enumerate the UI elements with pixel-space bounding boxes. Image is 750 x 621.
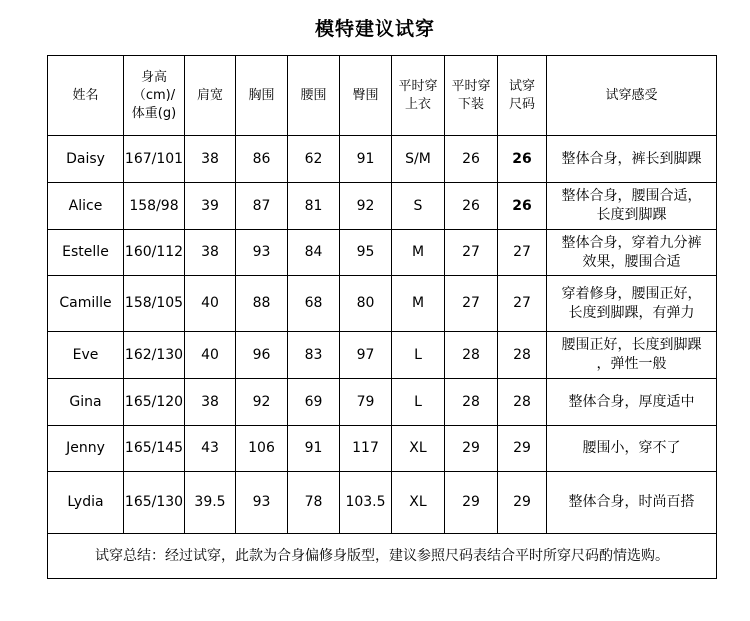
cell-shoulder: 38 [185, 230, 236, 276]
cell-waist: 84 [288, 230, 340, 276]
cell-shoulder: 43 [185, 426, 236, 472]
cell-usual-bottom: 29 [445, 472, 498, 534]
cell-shoulder: 40 [185, 276, 236, 332]
cell-usual-bottom: 27 [445, 230, 498, 276]
feeling-line1: 整体合身，裤长到脚踝 [561, 150, 702, 167]
header-bottom-line1: 平时穿 [451, 78, 491, 94]
header-usual-top [392, 56, 445, 136]
cell-chest: 87 [236, 183, 288, 230]
header-tried-size [498, 56, 547, 136]
cell-hip: 97 [340, 332, 392, 379]
cell-name: Lydia [48, 472, 124, 534]
cell-feeling [547, 332, 717, 379]
header-shoulder: 肩宽 [185, 56, 236, 136]
cell-height-weight: 160/112 [124, 230, 185, 276]
cell-feeling [547, 472, 717, 534]
cell-shoulder: 39 [185, 183, 236, 230]
cell-feeling [547, 230, 717, 276]
cell-usual-top: L [392, 379, 445, 426]
cell-waist: 69 [288, 379, 340, 426]
table-row [48, 379, 717, 426]
feeling-line1: 整体合身，时尚百搭 [568, 494, 695, 510]
feeling-line2: 长度到脚踝 [596, 207, 667, 223]
cell-waist: 91 [288, 426, 340, 472]
feeling-line1: 整体合身，穿着九分裤 [561, 234, 702, 251]
table-row [48, 332, 717, 379]
cell-name: Jenny [48, 426, 124, 472]
cell-feeling [547, 379, 717, 426]
cell-chest: 88 [236, 276, 288, 332]
cell-waist: 68 [288, 276, 340, 332]
cell-shoulder: 39.5 [185, 472, 236, 534]
feeling-line2: 效果，腰围合适 [582, 253, 681, 270]
cell-waist: 81 [288, 183, 340, 230]
cell-height-weight: 165/120 [124, 379, 185, 426]
cell-usual-top: S/M [392, 136, 445, 183]
feeling-line1: 整体合身，厚度适中 [568, 393, 695, 410]
summary-text: 试穿总结：经过试穿，此款为合身偏修身版型，建议参照尺码表结合平时所穿尺码酌情选购。 [48, 534, 717, 579]
header-row [48, 56, 717, 136]
cell-chest: 93 [236, 472, 288, 534]
cell-name: Gina [48, 379, 124, 426]
feeling-line1: 腰围正好，长度到脚踝 [561, 337, 702, 353]
header-waist: 腰围 [288, 56, 340, 136]
header-hw-line2: （cm)/ [132, 87, 176, 103]
cell-tried-size: 26 [498, 136, 547, 183]
cell-usual-top: XL [392, 472, 445, 534]
cell-usual-top: M [392, 276, 445, 332]
cell-height-weight: 162/130 [124, 332, 185, 379]
cell-hip: 95 [340, 230, 392, 276]
cell-chest: 106 [236, 426, 288, 472]
cell-height-weight: 158/105 [124, 276, 185, 332]
cell-tried-size: 29 [498, 472, 547, 534]
cell-hip: 91 [340, 136, 392, 183]
cell-feeling [547, 276, 717, 332]
cell-name: Daisy [48, 136, 124, 183]
cell-usual-bottom: 26 [445, 136, 498, 183]
cell-shoulder: 38 [185, 136, 236, 183]
header-chest: 胸围 [236, 56, 288, 136]
cell-height-weight: 167/101 [124, 136, 185, 183]
cell-height-weight: 165/145 [124, 426, 185, 472]
cell-tried-size: 26 [498, 183, 547, 230]
cell-tried-size: 28 [498, 332, 547, 379]
cell-name: Eve [48, 332, 124, 379]
cell-height-weight: 165/130 [124, 472, 185, 534]
cell-feeling [547, 426, 717, 472]
cell-usual-bottom: 28 [445, 379, 498, 426]
cell-chest: 96 [236, 332, 288, 379]
header-top-line2: 上衣 [404, 96, 431, 112]
header-name: 姓名 [48, 56, 124, 136]
header-usual-bottom [445, 56, 498, 136]
cell-usual-bottom: 26 [445, 183, 498, 230]
cell-usual-bottom: 29 [445, 426, 498, 472]
cell-chest: 86 [236, 136, 288, 183]
feeling-line2: 长度到脚踝，有弹力 [568, 304, 695, 321]
table-row [48, 472, 717, 534]
cell-name: Alice [48, 183, 124, 230]
feeling-line1: 腰围小，穿不了 [582, 440, 681, 456]
cell-usual-bottom: 27 [445, 276, 498, 332]
feeling-line2: ，弹性一般 [596, 356, 667, 372]
table-row [48, 276, 717, 332]
cell-tried-size: 29 [498, 426, 547, 472]
cell-waist: 62 [288, 136, 340, 183]
table-row [48, 426, 717, 472]
cell-usual-top: S [392, 183, 445, 230]
header-hw-line3: 体重(g) [131, 105, 177, 121]
page-title: 模特建议试穿 [314, 18, 435, 40]
cell-usual-top: M [392, 230, 445, 276]
cell-usual-bottom: 28 [445, 332, 498, 379]
cell-hip: 103.5 [340, 472, 392, 534]
cell-waist: 78 [288, 472, 340, 534]
cell-hip: 80 [340, 276, 392, 332]
cell-name: Camille [48, 276, 124, 332]
cell-hip: 117 [340, 426, 392, 472]
header-height-weight [124, 56, 185, 136]
cell-usual-top: XL [392, 426, 445, 472]
cell-waist: 83 [288, 332, 340, 379]
cell-tried-size: 27 [498, 276, 547, 332]
size-table [47, 55, 717, 579]
cell-chest: 93 [236, 230, 288, 276]
table-row [48, 183, 717, 230]
cell-feeling [547, 136, 717, 183]
cell-shoulder: 38 [185, 379, 236, 426]
header-size-line1: 试穿 [508, 78, 535, 94]
table-row [48, 136, 717, 183]
cell-hip: 79 [340, 379, 392, 426]
cell-tried-size: 27 [498, 230, 547, 276]
cell-height-weight: 158/98 [124, 183, 185, 230]
summary-row [48, 534, 717, 579]
feeling-line1: 整体合身，腰围合适， [561, 188, 702, 204]
cell-name: Estelle [48, 230, 124, 276]
header-top-line1: 平时穿 [398, 78, 438, 94]
cell-shoulder: 40 [185, 332, 236, 379]
cell-chest: 92 [236, 379, 288, 426]
header-hw-line1: 身高 [140, 69, 167, 85]
feeling-line1: 穿着修身，腰围正好， [561, 285, 702, 302]
header-feeling: 试穿感受 [547, 56, 717, 136]
table-row [48, 230, 717, 276]
cell-usual-top: L [392, 332, 445, 379]
header-size-line2: 尺码 [508, 96, 535, 112]
cell-feeling [547, 183, 717, 230]
cell-hip: 92 [340, 183, 392, 230]
cell-tried-size: 28 [498, 379, 547, 426]
header-hip: 臀围 [340, 56, 392, 136]
header-bottom-line2: 下装 [457, 96, 484, 112]
